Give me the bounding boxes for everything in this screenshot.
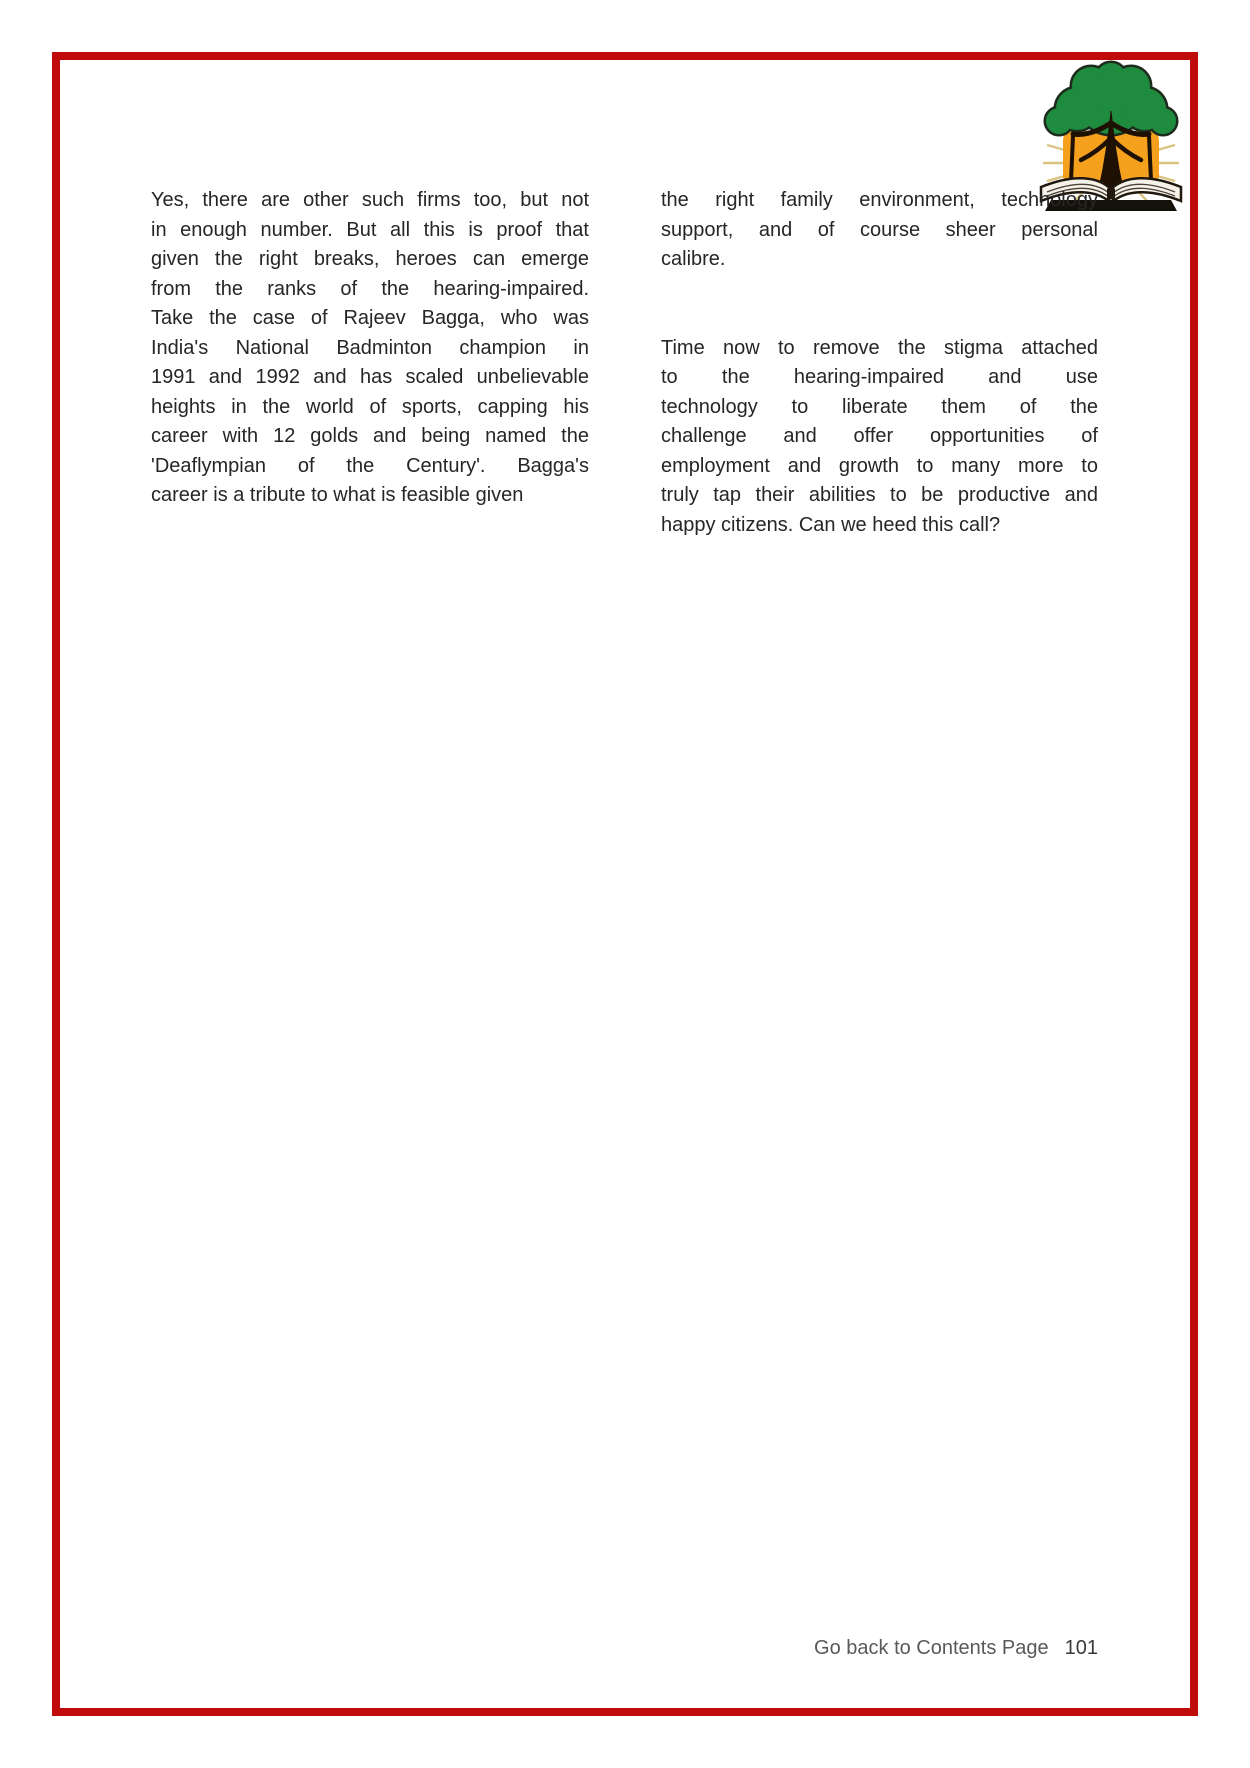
text-line: career with 12 golds and being named the <box>151 425 589 447</box>
footer <box>814 1637 1098 1660</box>
text-line: employment and growth to many more to <box>661 454 1098 477</box>
text-line: heights in the world of sports, capping his <box>151 395 589 418</box>
text-line: technology to liberate them of the <box>661 395 1098 418</box>
text-line: challenge and offer opportunities of <box>661 425 1098 447</box>
go-back-to-contents-link[interactable]: Go back to Contents Page <box>814 1637 1049 1659</box>
text-line: to the hearing-impaired and use <box>661 366 1098 388</box>
text-line: given the right breaks, heroes can emerge <box>151 248 589 270</box>
text-line: happy citizens. Can we heed this call? <box>661 513 1001 536</box>
text-line: 'Deaflympian of the Century'. Bagga's <box>151 454 589 477</box>
paragraph <box>661 186 1098 275</box>
paragraph <box>661 334 1098 541</box>
text-line: India's National Badminton champion in <box>151 336 589 359</box>
text-line: Take the case of Rajeev Bagga, who was <box>151 307 589 329</box>
text-line: in enough number. But all this is proof that <box>151 218 589 241</box>
text-line: Yes, there are other such firms too, but not <box>151 189 589 211</box>
text-line: from the ranks of the hearing-impaired. <box>151 277 589 300</box>
right-column <box>661 186 1098 540</box>
text-line: truly tap their abilities to be productive and <box>661 484 1098 506</box>
text-line: 1991 and 1992 and has scaled unbelievable <box>151 366 589 388</box>
text-line: support, and of course sheer personal <box>661 218 1098 241</box>
text-line: the right family environment, technology <box>661 189 1098 211</box>
text-line: career is a tribute to what is feasible given <box>151 484 524 506</box>
text-line: calibre. <box>661 248 726 270</box>
page-number: 101 <box>1064 1637 1098 1659</box>
text-line: Time now to remove the stigma attached <box>661 336 1098 359</box>
left-column <box>151 186 589 511</box>
paragraph <box>151 186 589 511</box>
